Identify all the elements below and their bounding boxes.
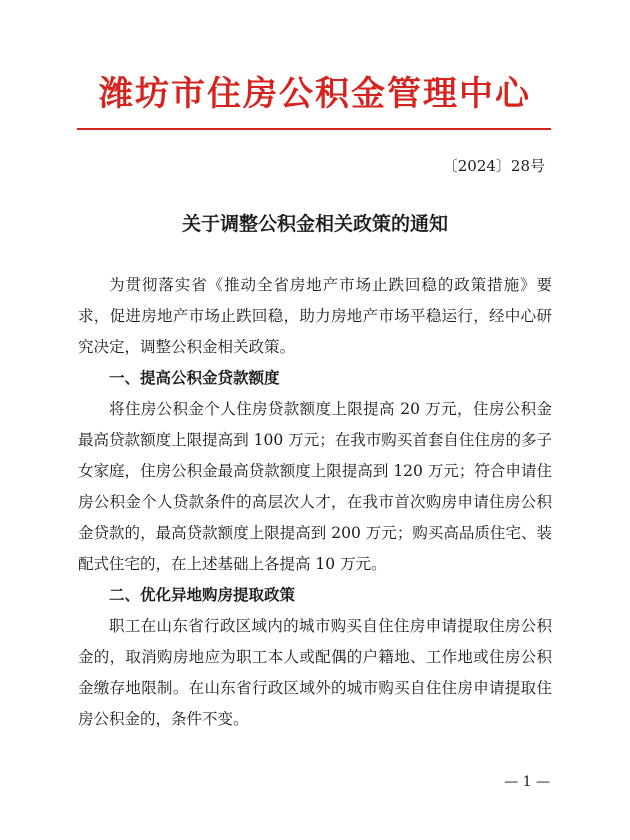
section-heading: 一、提高公积金贷款额度 (109, 369, 280, 387)
section-paragraph: 将住房公积金个人住房贷款额度上限提高 20 万元，住房公积金最高贷款额度上限提高到 100 万元；在我市购买首套自住住房的多子女家庭，住房公积金最高贷款额度上限提高到 120 万元；符合申请住房公积金个人贷款条件的高层次人才，在我市首次购房申请住房公积金贷款的，最高贷款额度上限提高到 200 万元；购买高品质住宅、装配式住宅的，在上述基础上各提高 10 万元。 (78, 400, 552, 573)
agency-masthead: 潍坊市住房公积金管理中心 (99, 74, 531, 114)
document-number: 〔2024〕28号 (442, 157, 545, 175)
red-divider-line (77, 128, 551, 130)
page-number: — 1 — (504, 774, 550, 790)
section-heading: 二、优化异地购房提取政策 (109, 586, 296, 604)
intro-paragraph: 为贯彻落实省《推动全省房地产市场止跌回稳的政策措施》要求，促进房地产市场止跌回稳，助力房地产市场平稳运行，经中心研究决定，调整公积金相关政策。 (78, 276, 552, 356)
notice-body (78, 270, 552, 735)
section-paragraph: 职工在山东省行政区域内的城市购买自住住房申请提取住房公积金的，取消购房地应为职工本人或配偶的户籍地、工作地或住房公积金缴存地限制。在山东省行政区域外的城市购买自住住房申请提取住房公积金的，条件不变。 (78, 617, 552, 728)
notice-title: 关于调整公积金相关政策的通知 (181, 213, 448, 235)
